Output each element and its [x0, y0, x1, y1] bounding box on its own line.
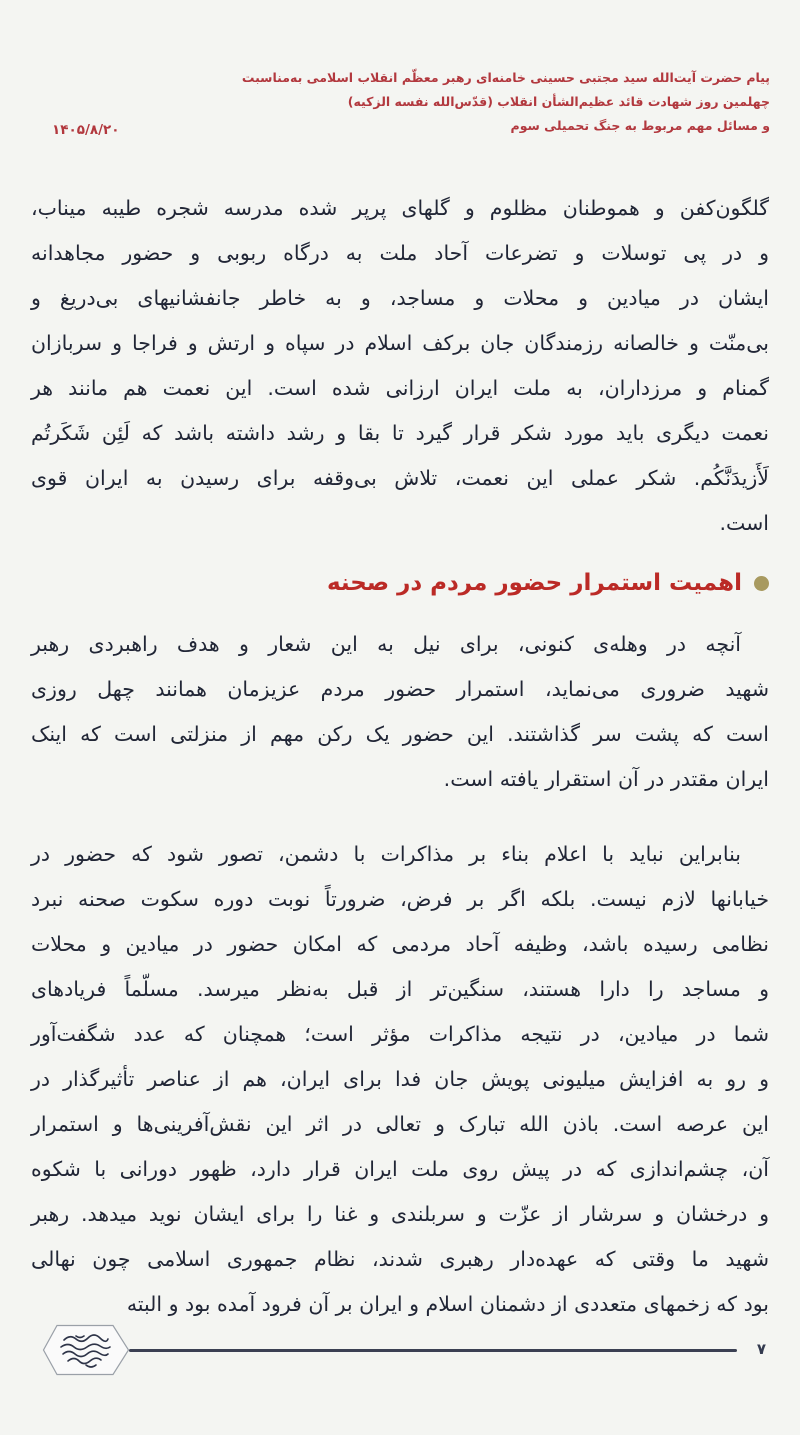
bullet-icon [754, 576, 769, 591]
text-line: گمنام و مرزداران، به ملت ایران ارزانی شده است. این نعمت هم مانند هر [31, 376, 769, 400]
text-line: و در پی توسلات و تضرعات آحاد ملت به درگاه ربوبی و حضور مجاهدانه [31, 241, 769, 265]
section-heading-text: اهمیت استمرار حضور مردم در صحنه [326, 569, 742, 596]
text-line: بود که زخمهای متعددی از دشمنان اسلام و ایران بر آن فرود آمده بود و البته [126, 1292, 769, 1316]
header-line: چهلمین روز شهادت قائد عظیم‌الشأن انقلاب (قدّس‌الله نفسه الزکیه) [347, 94, 770, 109]
footer-divider [129, 1349, 737, 1352]
text-line: شهید ما وقتی که عهده‌دار رهبری شدند، نظام جمهوری اسلامی چون نهالی [31, 1247, 769, 1271]
text-line: و مساجد را دارا هستند، سنگین‌تر از قبل به‌نظر میرسد. مسلّماً فریادهای [31, 977, 769, 1001]
header-line: و مسائل مهم مربوط به جنگ تحمیلی سوم [510, 118, 770, 133]
paragraph [31, 622, 769, 802]
document-body [31, 178, 769, 1327]
text-line: بنابراین نباید با اعلام بناء بر مذاکرات با دشمن، تصور شود که حضور در [31, 842, 741, 866]
header-line: پیام حضرت آیت‌الله سید مجتبی حسینی خامنه‌ای رهبر معظّم انقلاب اسلامی به‌مناسبت [241, 70, 770, 85]
calligraphic-seal-icon [42, 1324, 130, 1380]
text-line: آن، چشم‌اندازی که در پیش روی ملت ایران قرار دارد، ظهور دورانی با شکوه [31, 1157, 769, 1181]
text-line: بی‌منّت و خالصانه رزمندگان جان برکف اسلام در سپاه و ارتش و فراجا و سربازان [31, 331, 769, 355]
text-line: نظامی رسیده باشد، وظیفه آحاد مردمی که امکان حضور در میادین و محلات [31, 932, 769, 956]
text-line: است که پشت سر گذاشتند. این حضور یک رکن مهم از منزلتی است که اینک [31, 722, 769, 746]
text-line: ایران مقتدر در آن استقرار یافته است. [443, 767, 769, 791]
publish-date: ۱۴۰۵/۸/۲۰ [52, 122, 120, 138]
section-heading [31, 560, 769, 606]
text-line: خیابانها لازم نیست. بلکه اگر بر فرض، ضرورتاً نوبت دوره سکوت صحنه نبرد [31, 887, 769, 911]
page-number: ۷ [756, 1340, 766, 1358]
text-line: است. [719, 511, 769, 535]
text-line: ایشان در میادین و محلات و مساجد، و به خاطر جانفشانیهای بی‌دریغ و [31, 286, 769, 310]
text-line: لَأَزیدَنَّکُم. شکر عملی این نعمت، تلاش بی‌وقفه برای رسیدن به ایران قوی [31, 466, 769, 490]
text-line: شهید ضروری می‌نماید، استمرار حضور مردم عزیزمان همانند چهل روزی [31, 677, 769, 701]
text-line: این عرصه است. باذن الله تبارک و تعالی در اثر این نقش‌آفرینی‌ها و استمرار [31, 1112, 769, 1136]
text-line: گلگون‌کفن و هموطنان مظلوم و گلهای پرپر شده مدرسه شجره طیبه میناب، [31, 196, 769, 220]
paragraph [31, 186, 769, 546]
text-line: و رو به افزایش میلیونی پویش جان فدا برای ایران، هم از عناصر تأثیرگذار در [31, 1067, 769, 1091]
header-block [160, 66, 770, 138]
text-line: و درخشان و سرشار از عزّت و سربلندی و غنا را برای ایشان نوید میدهد. رهبر [31, 1202, 769, 1226]
text-line: شما در میادین، در نتیجه مذاکرات مؤثر است؛ همچنان که عدد شگفت‌آور [31, 1022, 769, 1046]
paragraph [31, 832, 769, 1327]
text-line: آنچه در وهله‌ی کنونی، برای نیل به این شعار و هدف راهبردی رهبر [31, 632, 741, 656]
text-line: نعمت دیگری باید مورد شکر قرار گیرد تا بقا و رشد داشته باشد که لَئِن شَکَرتُم [31, 421, 769, 445]
